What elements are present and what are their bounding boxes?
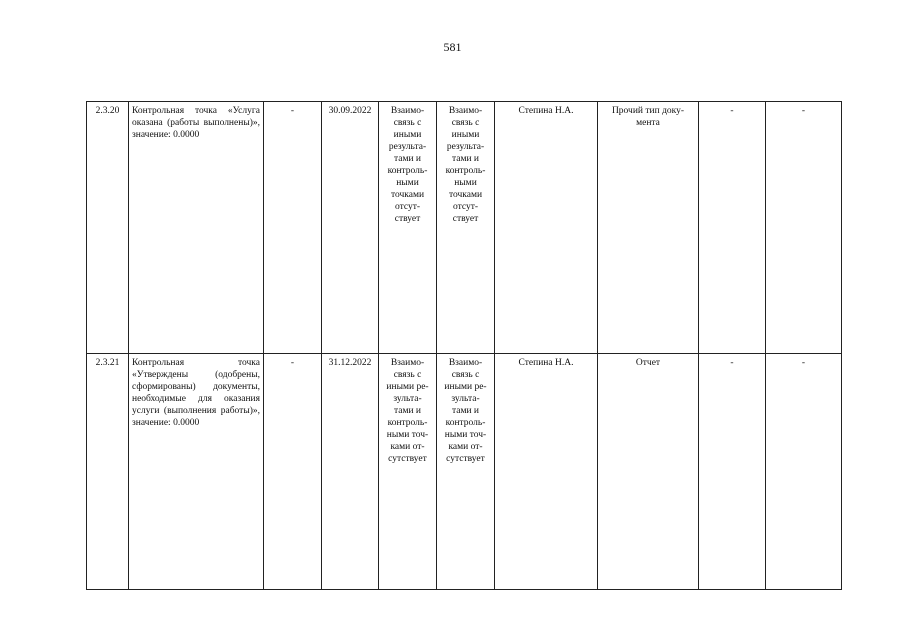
control-points-table [86,101,842,590]
relation-cell: Взаимо- связь с иными ре- зульта- тами и контроль- ными точ- ками от- сутствует [437,354,495,590]
relation-cell: Взаимо- связь с иными результа- тами и контроль- ными точками отсут- ствует [437,102,495,354]
date-cell: 31.12.2022 [322,354,379,590]
dash-cell: - [699,102,766,354]
responsible-person-cell: Степина Н.А. [495,354,598,590]
dash-cell: - [699,354,766,590]
relation-cell: Взаимо- связь с иными ре- зульта- тами и контроль- ными точ- ками от- сутствует [379,354,437,590]
document-type-cell: Прочий тип доку- мента [598,102,699,354]
document-type-cell: Отчет [598,354,699,590]
date-cell: 30.09.2022 [322,102,379,354]
dash-cell: - [766,102,842,354]
table-row [87,102,842,354]
responsible-person-cell: Степина Н.А. [495,102,598,354]
description-cell: Контрольная точка «Услуга оказана (работы выполнены)», значение: 0.0000 [129,102,264,354]
dash-cell: - [766,354,842,590]
table-row [87,354,842,590]
relation-cell: Взаимо- связь с иными результа- тами и контроль- ными точками отсут- ствует [379,102,437,354]
row-number-cell: 2.3.20 [87,102,129,354]
row-number-cell: 2.3.21 [87,354,129,590]
dash-cell: - [264,102,322,354]
description-cell: Контрольная точка «Утверждены (одобрены, сформированы) документы, необходимые для оказания услуги (выполнения работы)», значение: 0.0000 [129,354,264,590]
dash-cell: - [264,354,322,590]
page-number: 581 [443,40,462,54]
